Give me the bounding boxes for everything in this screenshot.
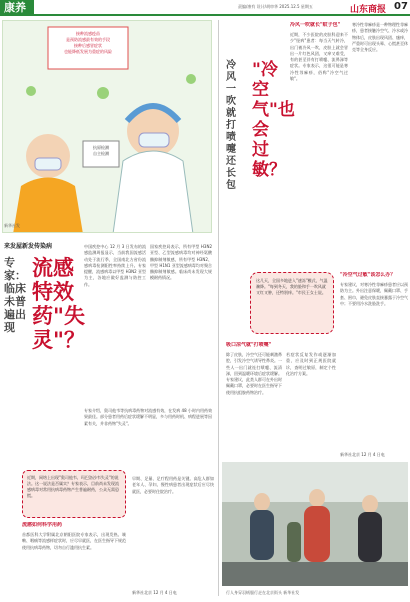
street-photo	[222, 462, 408, 586]
left-headline: 流感特效药"失灵"？	[32, 256, 85, 352]
flu-illustration	[2, 20, 212, 233]
right-dek: 冷风一吹就打喷嚏还长包	[226, 60, 236, 191]
test-box-label	[85, 145, 117, 157]
column-divider	[218, 20, 219, 596]
left-col-2: 国家疾控局表示，所有甲型 H3N2 亚型、乙型流感病毒均对神经氨酸酶抑制剂敏感，所有甲型 H3N2、甲型 H1N1 亚型流感病毒均对聚合酶抑制剂敏感。临床尚未发现大规模耐药情况。	[150, 244, 212, 281]
left-pullquote: 近期，网络上出现"奥司他韦、玛巴洛沙韦失灵"的说法。这一说法是否属实？专家表示，目前尚未发现流感病毒对常用抗病毒药物产生普遍耐药，公众无需恐慌。	[22, 470, 126, 518]
left-col-3: 专家介绍，奥司他韦等抗病毒药物对流感有效，在发病 48 小时内用药效果最佳。部分患者用药后症状缓解不明显，多与用药时机、病程进展等因素有关，并非药物"失灵"。	[84, 408, 212, 426]
right-credit: 新华社北京 12 月 4 日电	[340, 452, 385, 457]
poster-line: 也能降低发展为重症的风险	[64, 49, 112, 54]
poster-line: 接种流感疫苗	[76, 31, 100, 36]
page-header	[0, 0, 410, 16]
right-pullquote: 这几天，全国多地进入"速冻"模式，气温骤降。"每到冬天，我的脸和手一吹风就又红又肿，还特别痒。"市民王女士说。	[250, 272, 334, 334]
issue-meta: 责编/康有 设计/胡审华 2025.12.5 星期五	[238, 4, 313, 9]
poster-line: 是预防流感最有效的手段	[66, 37, 110, 42]
right-col-4: 除了皮肤，冷空气还可能刺激鼻腔，引发冷空气诱导性鼻炎。一些人一出门就连打喷嚏、流清涕，回到温暖环境后症状缓解。专家建议，此类人群可在外出时佩戴口罩，必要时在医生指导下使用抗组胺药物治疗。	[226, 352, 282, 395]
right-subheading-3: 吸口凉气就"打喷嚏"	[226, 342, 272, 348]
box-sub: 自主检测	[93, 151, 109, 156]
left-dek: 专家：临床未普遍出现	[4, 256, 26, 334]
right-subheading-1: 冷风一吹就长"蚊子包"	[290, 22, 341, 28]
paper-name: 山东商报	[350, 5, 387, 15]
box-label: 抗原检测	[93, 145, 109, 150]
right-sub2-block	[340, 272, 408, 279]
left-col-4: 首都医科大学附属北京朝阳医院专家表示，出现发热、咳嗽、咽痛等流感样症状时，应尽早就医，在医生指导下规范使用抗病毒药物，切勿自行滥用抗生素。	[22, 532, 126, 550]
poster-text	[51, 31, 125, 55]
left-credit: 新华社北京 12 月 4 日电	[132, 590, 177, 595]
right-col-5: 若症状反复发作或逐渐加重，应及时到正规医院就诊，查明过敏原，制定个性化治疗方案。	[286, 352, 336, 376]
photo-caption: 行人身穿羽绒服行走在北京街头 新华社发	[226, 590, 300, 595]
right-sub3-block	[226, 342, 336, 349]
right-sub1-block	[290, 22, 350, 29]
poster-line: 接种后感冒症状	[74, 43, 102, 48]
left-col-5: 早期、足量、足疗程用药是关键。高危人群如老年人、孕妇、慢性病患者出现症状后应尽快就医，必要时住院治疗。	[132, 476, 214, 494]
section-tag: 康养	[0, 0, 34, 16]
left-subheading: 流感如何科学用药	[22, 522, 63, 528]
left-kicker: 来发屋新发传染病	[4, 243, 53, 250]
right-headline: "冷空气"也会过敏？	[252, 60, 295, 180]
right-col-1: 近期，不少医院的皮肤科迎来不少"怪病"患者：每当天气转冷，出门被冷风一吹，皮肤上就会冒出一片红色风团，又痒又难受，有的甚至伴有打喷嚏、流鼻涕等症状。专家表示，这很可能是寒冷性荨麻疹，俗称"冷空气过敏"。	[290, 32, 348, 82]
right-col-3: 专家建议，对寒冷性荨麻疹患者应以预防为主。外出注意保暖，佩戴口罩、手套、围巾，避免皮肤直接暴露于冷空气中；不要用冷水洗脸洗手。	[340, 282, 408, 306]
left-subsection	[22, 522, 126, 529]
right-subheading-2: "冷空气过敏"该怎么办？	[340, 272, 396, 278]
right-col-2: 寒冷性荨麻疹是一种物理性荨麻疹，患者接触冷空气、冷水或冷物体后，皮肤出现风团、瘙痒，严重时可出现头晕、心慌甚至休克等全身反应。	[352, 22, 408, 53]
page-number: 07	[394, 1, 408, 12]
illustration-caption: 新华社发	[4, 223, 20, 228]
left-col-1: 中国疾控中心 12 月 3 日发布的流感监测周报显示，当前我国流感活动处于流行季，全国南北方省份流感病毒检测阳性率持续上升。专家提醒，流感病毒以甲型 H3N2 亚型为主，各地应做好监测与防控工作。	[84, 244, 146, 287]
street-photo-art	[222, 462, 408, 586]
right-headline-block	[226, 60, 295, 192]
